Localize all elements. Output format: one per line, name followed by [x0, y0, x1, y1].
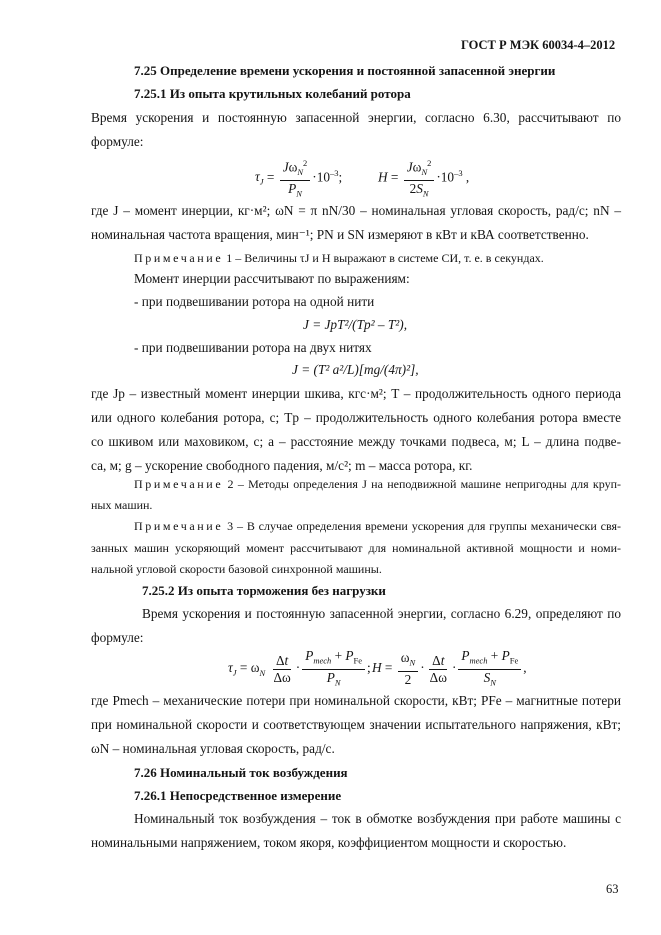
formula-h-torsional: H = $\frac{J\omega_N^2}{2S_N}$ $\cdot 10^{-3}$ , [378, 155, 469, 202]
paragraph-line: Момент инерции рассчитывают по выражениям: [134, 271, 410, 286]
paragraph-line: ωN – номинальная угловая скорость, рад/с. [91, 741, 335, 756]
paragraph-line: формуле: [91, 630, 144, 645]
page-number: 63 [606, 882, 619, 896]
note-label: Примечание [134, 477, 224, 491]
formula-one-thread: J = JpT²/(Tp² – T²), [303, 317, 408, 332]
paragraph-line: формуле: [91, 134, 144, 149]
note-line: занных машин ускоряющий момент рассчитывают для номинальной активной мощности и номи- [91, 541, 621, 555]
paragraph-line: номинальными напряжением, током якоря, коэффициентом мощности и скоростью. [91, 835, 567, 850]
note-text: 1 – Величины τJ и H выражают в системе СИ, т. е. в секундах. [223, 251, 544, 265]
note-label: Примечание [134, 519, 224, 533]
paragraph-line: со шкивом или маховиком, с; a – расстояние между точками подвеса, м; L – длина подве- [91, 434, 621, 449]
paragraph-line: Время ускорения и постоянную запасенной энергии, согласно 6.29, определяют по [142, 606, 621, 621]
note-2 [134, 477, 621, 492]
paragraph-line: - при подвешивании ротора на двух нитях [134, 340, 372, 355]
paragraph-line: - при подвешивании ротора на одной нити [134, 294, 375, 309]
section-7-26-title: 7.26 Номинальный ток возбуждения [134, 765, 348, 780]
note-text: 2 – Методы определения J на неподвижной машине непригодны для круп- [223, 477, 621, 491]
paragraph-line: при номинальной скорости и соответствующем значении испытательного напряжения, кВт; [91, 717, 621, 732]
note-1 [134, 247, 544, 269]
paragraph-line: номинальная частота вращения, мин⁻¹; PN и SN измеряют в кВт и кВА соответственно. [91, 227, 589, 242]
section-7-25-2-title: 7.25.2 Из опыта торможения без нагрузки [142, 583, 386, 598]
section-7-25-1-title: 7.25.1 Из опыта крутильных колебаний ротора [134, 86, 411, 101]
paragraph-line: где Jp – известный момент инерции шкива, кгс·м²; T – продолжительность одного периода [91, 386, 621, 401]
note-text: 3 – В случае определения времени ускорения для группы механически свя- [223, 519, 621, 533]
formula-two-threads: J = (T² a²/L)[mg/(4π)²], [292, 362, 419, 377]
note-line: ных машин. [91, 498, 153, 512]
paragraph-line: где Pmech – механические потери при номинальной скорости, кВт; PFe – магнитные потери [91, 693, 621, 708]
formula-tau-j-torsional: $\tau_J$ = $\frac{J\omega_N^2}{P_N}$ $\cdot 10^{-3}$; [255, 155, 342, 202]
note-line: нальной угловой скорости базовой синхронной машины. [91, 562, 382, 576]
note-label: Примечание [134, 251, 224, 265]
paragraph-line: Время ускорения и постоянную запасенной энергии, согласно 6.30, рассчитывают по [91, 110, 621, 125]
paragraph-line: где J – момент инерции, кг·м²; ωN = π nN/30 – номинальная угловая скорость, рад/с; nN – [91, 203, 621, 218]
note-3 [134, 519, 621, 534]
document-header: ГОСТ Р МЭК 60034-4–2012 [461, 38, 616, 52]
formula-tau-j-braking: $\tau_J = \omega_N$ $\frac{\Delta t}{\Delta\omega}$ · $\frac{P_{mech} + P_{Fe}}{P_N}$ ; [228, 648, 371, 688]
section-7-26-1-title: 7.26.1 Непосредственное измерение [134, 788, 342, 803]
section-7-25-title: 7.25 Определение времени ускорения и постоянной запасенной энергии [134, 63, 556, 78]
paragraph-line: или одного колебания ротора, с; Tp – продолжительность одного колебания ротора вместе [91, 410, 621, 425]
paragraph-line: са, м; g – ускорение свободного падения, м/с²; m – масса ротора, кг. [91, 458, 473, 473]
paragraph-line: Номинальный ток возбуждения – ток в обмотке возбуждения при работе машины с [134, 811, 621, 826]
formula-h-braking: H = $\frac{\omega_N}{2}$ · $\frac{\Delta t}{\Delta\omega}$ · $\frac{P_{mech} + P_{Fe}}{S_N}$ , [372, 648, 527, 688]
